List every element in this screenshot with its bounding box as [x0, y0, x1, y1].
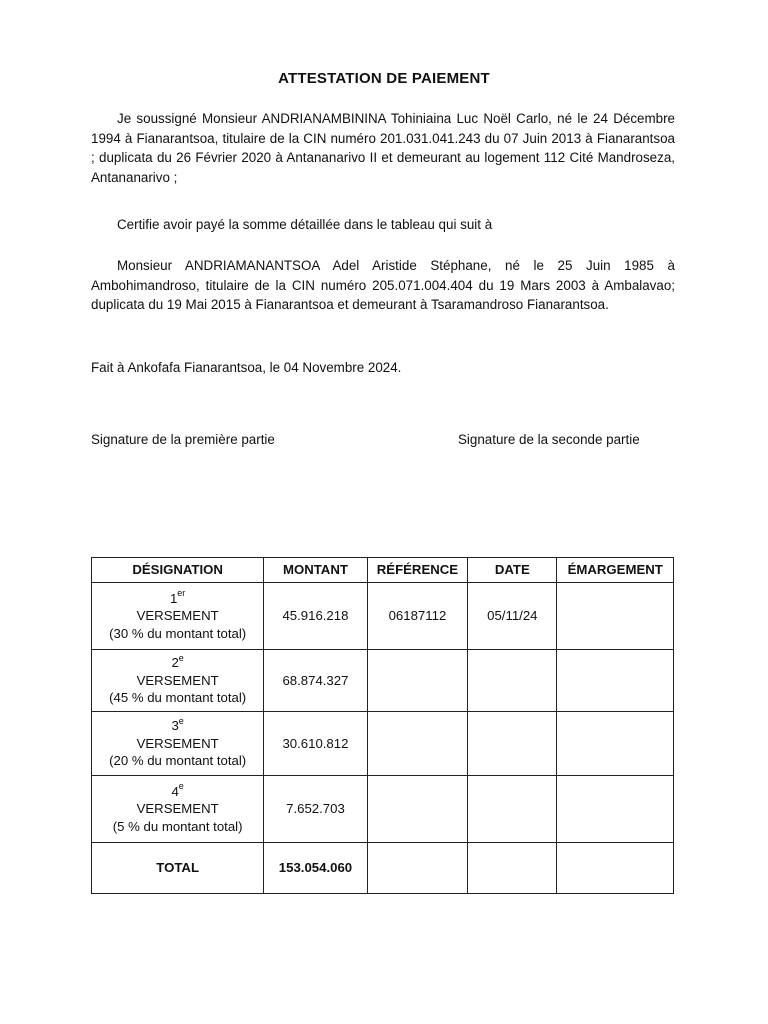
installment-detail: (20 % du montant total) — [109, 753, 247, 769]
total-amount: 153.054.060 — [264, 843, 367, 894]
total-row — [92, 843, 674, 894]
reference-cell — [367, 650, 468, 712]
document-title: ATTESTATION DE PAIEMENT — [278, 70, 490, 87]
installment-number: 3 — [171, 718, 179, 734]
installment-number: 4 — [171, 783, 179, 799]
date-cell — [468, 712, 557, 776]
date-cell: 05/11/24 — [468, 583, 557, 650]
payment-table — [91, 557, 674, 894]
date-cell — [468, 650, 557, 712]
installment-number: 1 — [169, 590, 178, 606]
signature-cell — [557, 776, 674, 843]
signature-cell — [557, 583, 674, 650]
place-date: Fait à Ankofafa Fianarantsoa, le 04 Novembre 2024. — [91, 360, 402, 375]
installment-number: 2 — [171, 655, 179, 671]
reference-cell — [367, 712, 468, 776]
designation-cell — [92, 776, 264, 843]
reference-cell — [367, 776, 468, 843]
designation-cell — [92, 583, 264, 650]
installment-label: VERSEMENT — [136, 735, 219, 751]
installment-label: VERSEMENT — [136, 608, 219, 624]
header-emargement: ÉMARGEMENT — [557, 558, 674, 583]
signature-cell — [557, 712, 674, 776]
amount-cell: 45.916.218 — [264, 583, 367, 650]
paragraph-declarant: Je soussigné Monsieur ANDRIANAMBININA Tohiniaina Luc Noël Carlo, né le 24 Décembre 1994 à Fianarantsoa, titulaire de la CIN numéro 201.031.041.243 du 07 Juin 2013 à Fianarantsoa ; duplicata du 26 Février 2020 à Antananarivo II et demeurant au logement 112 Cité Mandroseza, Antananarivo ; — [91, 111, 675, 185]
signature-cell — [557, 650, 674, 712]
installment-ordinal: er — [177, 588, 186, 599]
table-header-row — [92, 558, 674, 583]
installment-ordinal: e — [178, 652, 184, 663]
installment-ordinal: e — [178, 781, 184, 792]
signature-first-party-label: Signature de la première partie — [91, 432, 275, 447]
table-row — [92, 650, 674, 712]
installment-detail: (30 % du montant total) — [109, 625, 247, 641]
header-designation: DÉSIGNATION — [92, 558, 264, 583]
header-montant: MONTANT — [264, 558, 367, 583]
total-label: TOTAL — [92, 843, 264, 894]
installment-detail: (45 % du montant total) — [109, 690, 247, 706]
amount-cell: 7.652.703 — [264, 776, 367, 843]
header-date: DATE — [468, 558, 557, 583]
signature-second-party-label: Signature de la seconde partie — [458, 432, 640, 447]
installment-detail: (5 % du montant total) — [112, 818, 243, 834]
designation-cell — [92, 650, 264, 712]
paragraph-certification: Certifie avoir payé la somme détaillée dans le tableau qui suit à — [117, 217, 493, 232]
reference-cell: 06187112 — [367, 583, 468, 650]
installment-ordinal: e — [178, 715, 184, 726]
table-row — [92, 583, 674, 650]
designation-cell — [92, 712, 264, 776]
installment-label: VERSEMENT — [136, 801, 219, 817]
amount-cell: 30.610.812 — [264, 712, 367, 776]
table-row — [92, 776, 674, 843]
date-cell — [468, 776, 557, 843]
table-row — [92, 712, 674, 776]
header-reference: RÉFÉRENCE — [367, 558, 468, 583]
total-empty-cell — [468, 843, 557, 894]
total-empty-cell — [367, 843, 468, 894]
installment-label: VERSEMENT — [136, 672, 219, 688]
paragraph-beneficiary: Monsieur ANDRIAMANANTSOA Adel Aristide Stéphane, né le 25 Juin 1985 à Ambohimandroso, titulaire de la CIN numéro 205.071.004.404 du 19 Mars 2003 à Ambalavao; duplicata du 19 Mai 2015 à Fianarantsoa et demeurant à Tsaramandroso Fianarantsoa. — [91, 258, 675, 312]
total-empty-cell — [557, 843, 674, 894]
amount-cell: 68.874.327 — [264, 650, 367, 712]
